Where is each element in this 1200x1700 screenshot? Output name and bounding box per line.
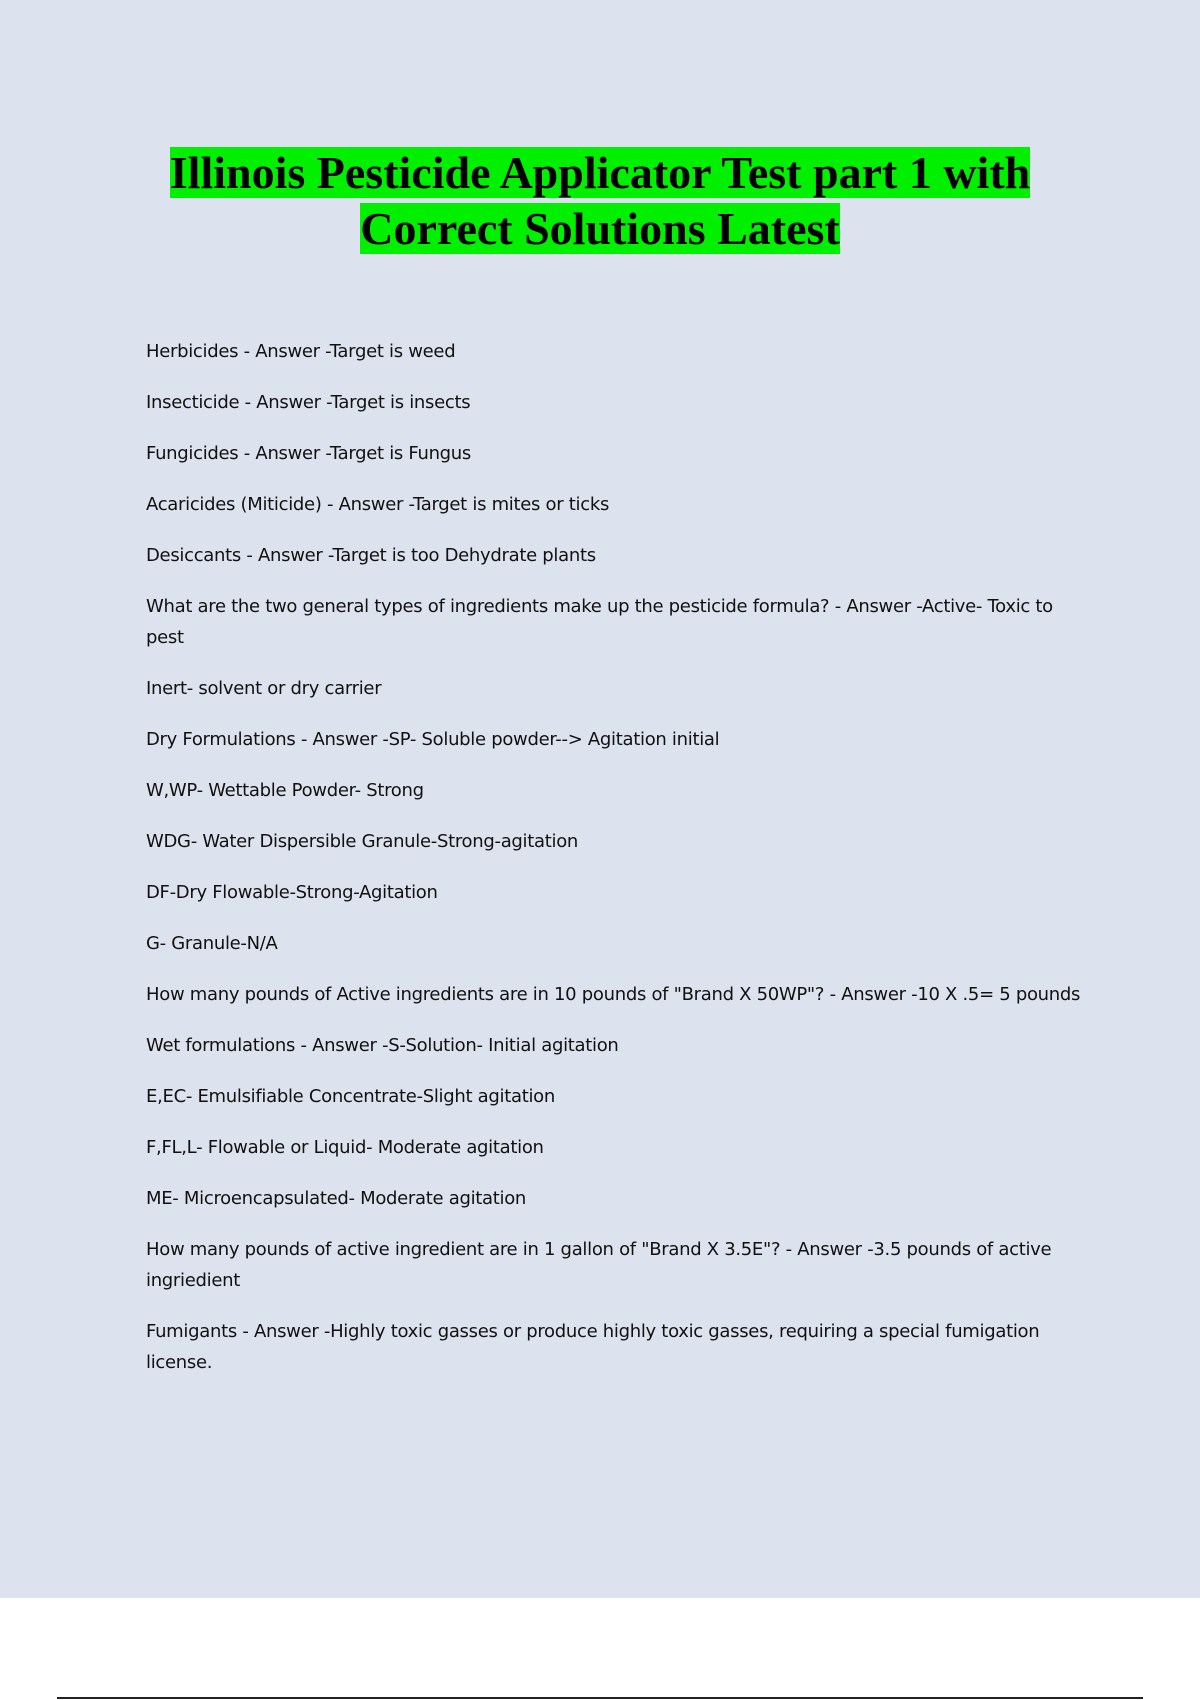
qa-item-insecticide: Insecticide - Answer -Target is insects [146, 392, 471, 413]
qa-item-fumigants: Fumigants - Answer -Highly toxic gasses or produce highly toxic gasses, requiring a special fumigation license. [146, 1321, 1040, 1373]
qa-item-emulsifiable-concentrate: E,EC- Emulsifiable Concentrate-Slight agitation [146, 1086, 555, 1107]
qa-item-fungicides: Fungicides - Answer -Target is Fungus [146, 443, 471, 464]
qa-item-acaricides: Acaricides (Miticide) - Answer -Target is mites or ticks [146, 494, 610, 515]
qa-item-wettable-powder: W,WP- Wettable Powder- Strong [146, 780, 424, 801]
qa-item-3-5e-calculation: How many pounds of active ingredient are in 1 gallon of "Brand X 3.5E"? - Answer -3.5 pounds of active ingriedient [146, 1239, 1052, 1291]
qa-item-flowable-liquid: F,FL,L- Flowable or Liquid- Moderate agitation [146, 1137, 544, 1158]
qa-item-herbicides: Herbicides - Answer -Target is weed [146, 341, 456, 362]
title-line-2: Correct Solutions Latest [360, 203, 840, 254]
document-title [0, 145, 1200, 257]
title-line-1: Illinois Pesticide Applicator Test part 1 with [169, 147, 1031, 198]
qa-item-50wp-calculation: How many pounds of Active ingredients are in 10 pounds of "Brand X 50WP"? - Answer -10 X .5= 5 pounds [146, 984, 1081, 1005]
footer-divider [57, 1697, 1143, 1699]
qa-item-water-dispersible-granule: WDG- Water Dispersible Granule-Strong-agitation [146, 831, 579, 852]
qa-item-granule: G- Granule-N/A [146, 933, 278, 954]
qa-list [146, 336, 1086, 1398]
qa-item-dry-flowable: DF-Dry Flowable-Strong-Agitation [146, 882, 438, 903]
qa-item-wet-formulations: Wet formulations - Answer -S-Solution- Initial agitation [146, 1035, 619, 1056]
qa-item-desiccants: Desiccants - Answer -Target is too Dehydrate plants [146, 545, 596, 566]
qa-item-dry-formulations: Dry Formulations - Answer -SP- Soluble powder--> Agitation initial [146, 729, 720, 750]
qa-item-microencapsulated: ME- Microencapsulated- Moderate agitation [146, 1188, 527, 1209]
qa-item-inert: Inert- solvent or dry carrier [146, 678, 382, 699]
qa-item-ingredient-types: What are the two general types of ingredients make up the pesticide formula? - Answer -Active- Toxic to pest [146, 596, 1053, 648]
